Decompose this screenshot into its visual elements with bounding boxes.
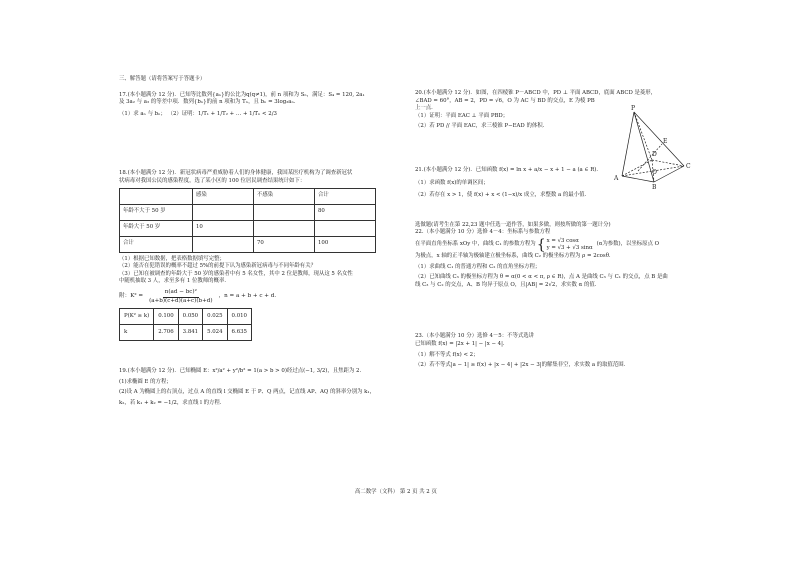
q18-line: （3）已知在被调查的年龄大于 50 岁的感染者中有 5 名女性，其中 2 位是教师，现从这 5 名女性: [119, 270, 353, 277]
table-row: [120, 309, 252, 325]
q20-line: ∠BAD = 60°，AB = 2，PD = √6，O 为 AC 与 BD 的交点，E 为棱 PB: [415, 97, 595, 104]
parametric-system: [547, 238, 593, 252]
q22-line: （1）求曲线 C₁ 的普通方程和 C₂ 的直角坐标方程；: [415, 263, 541, 270]
q20-line: （1）证明：平面 EAC ⊥ 平面 PBD；: [415, 112, 509, 119]
q20-line: （2）若 PD // 平面 EAC，求三棱锥 P−EAD 的体积．: [415, 123, 549, 130]
formula-denominator: (a+b)(c+d)(a+c)(b+d): [149, 297, 213, 304]
label-C: C: [686, 163, 691, 170]
formula-prefix: 附：K² =: [119, 293, 144, 300]
table-row: [120, 236, 376, 252]
q21-line: （1）求函数 f(x)的单调区间；: [415, 179, 489, 186]
q17-line: 及 3a₂ 与 a₃ 的等差中项．数列{bₙ}的前 n 项和为 Tₙ，且 bₙ = 3log₃aₙ．: [119, 99, 300, 106]
question-18: [119, 170, 397, 341]
table-cell: 70: [254, 236, 315, 252]
table-cell: 5.024: [203, 325, 227, 341]
table-cell: 0.050: [178, 309, 202, 325]
q22-line: （2）已知曲线 C₃ 的极坐标方程为 θ = α(0 < α < π, ρ ∈ R)，点 A 是曲线 C₃ 与 C₁ 的交点，点 B 是曲: [415, 274, 668, 281]
table-row: [120, 188, 376, 204]
q18-line: （2）能否在犯错误的概率不超过 5%的前提下认为感染新冠病毒与不同年龄有关？: [119, 263, 316, 270]
q19-line: k₂，若 k₁ + k₂ = −1/2，求直线 l 的方程．: [119, 399, 226, 406]
formula-numerator: n(ad − bc)²: [163, 289, 199, 298]
table-cell: 80: [315, 204, 376, 220]
table-cell: 合计: [120, 236, 193, 252]
table-cell: 年龄不大于 50 岁: [120, 204, 193, 220]
param-y: y = √3 + √3 sinα: [546, 244, 593, 251]
critical-value-table: [119, 308, 252, 341]
q18-line: 状病毒对我国公民的感染程度，选了某小区的 100 位居民调查结果统计如下：: [119, 177, 306, 184]
table-cell: [193, 204, 254, 220]
param-x: x = √3 cosα: [546, 237, 579, 244]
table-cell: 10: [193, 220, 254, 236]
table-cell: 2.706: [154, 325, 178, 341]
table-cell: 0.010: [227, 309, 251, 325]
left-brace: {: [536, 236, 546, 253]
chi-square-formula: [119, 289, 397, 305]
table-cell: 3.841: [178, 325, 202, 341]
q21-line: （2）若存在 x > 1，使 f(x) + x < (1−x)/x 成立，求整数 a 的最小值．: [415, 192, 590, 199]
q22-line: 22.（本小题满分 10 分）选修 4－4：坐标系与参数方程: [415, 229, 551, 236]
q22-line: 在平面直角坐标系 xOy 中，曲线 C₁ 的参数方程为: [415, 241, 536, 248]
table-cell: [315, 220, 376, 236]
q17-line: 17.(本小题满分 12 分)．已知等比数列{aₙ}的公比为q(q≠1)，前 n 项和为 Sₙ，满足：S₄ = 120, 2a₁: [119, 91, 365, 98]
table-cell: [254, 220, 315, 236]
table-cell: 不感染: [254, 188, 315, 204]
q21-line: 21.(本小题满分 12 分)．已知函数 f(x) = ln x + a/x − x + 1 − a (a ∈ R)．: [415, 166, 602, 173]
question-17: [119, 92, 397, 119]
table-cell: P(K² ≥ k): [120, 309, 154, 325]
label-A: A: [614, 175, 619, 182]
question-19: [119, 368, 397, 407]
section-heading: 三、解答题（请将答案写于答题卡）: [119, 76, 206, 82]
table-cell: k: [120, 325, 154, 341]
label-O: O: [652, 169, 657, 176]
q17-line: （1）求 aₙ 与 bₙ； （2）证明：1/T₁ + 1/T₂ + … + 1/Tₙ < 2/3: [119, 110, 277, 117]
table-row: [120, 325, 252, 341]
table-cell: 0.025: [203, 309, 227, 325]
parametric-equation: [415, 238, 685, 252]
q19-line: (2)设 A 为椭圆上的右顶点，过点 A 的直线 l 交椭圆 E 于 P、Q 两点，记直线 AP、AQ 的斜率分别为 k₁，: [119, 389, 375, 396]
formula-suffix: ，n = a + b + c + d．: [218, 293, 280, 300]
q19-line: (1)求椭圆 E 的方程；: [119, 378, 172, 385]
left-column: [119, 76, 397, 408]
formula-fraction: [147, 289, 214, 305]
elective-note: 选做题(请考生在第 22,23 题中任选一道作答，如果多做，则按所做的第一题计分): [415, 221, 611, 228]
table-cell: [254, 204, 315, 220]
table-row: [120, 204, 376, 220]
q22-line: 为极点，x 轴的正半轴为极轴建立极坐标系，曲线 C₂ 的极坐标方程为 ρ = 2cosθ．: [415, 252, 615, 259]
table-cell: 6.635: [227, 325, 251, 341]
table-row: [120, 220, 376, 236]
label-B: B: [652, 184, 657, 191]
table-cell: 年龄大于 50 岁: [120, 220, 193, 236]
table-cell: [193, 236, 254, 252]
q23-line: 已知函数 f(x) = |2x + 1| − |x − 4|．: [415, 340, 509, 347]
q22-line: 线 C₃ 与 C₂ 的交点，A、B 均异于原点 O，且|AB| = 2√2，求实数 α 的值．: [415, 281, 601, 288]
table-cell: [120, 188, 193, 204]
question-22: [415, 229, 685, 289]
label-P: P: [631, 105, 636, 112]
q23-line: 23.（本小题满分 10 分）选修 4－5：不等式选讲: [415, 333, 535, 340]
table-cell: 100: [315, 236, 376, 252]
page-footer: 高二数学（文科） 第 2 页 共 2 页: [355, 489, 437, 495]
q20-line: 上一点．: [415, 105, 437, 112]
q23-line: （1）解不等式 f(x) < 2；: [415, 351, 479, 358]
q18-line: 中随机抽取 3 人，求至多有 1 位教师的概率．: [119, 278, 230, 285]
q23-line: （2）若不等式|a − 1| ≥ f(x) + |x − 4| + |2x − 3|的解集非空，求实数 a 的取值范围．: [415, 362, 630, 369]
q18-line: （1）根据已知数据，把表格数据填写完整；: [119, 255, 225, 262]
label-D: D: [652, 151, 657, 158]
q20-line: 20.(本小题满分 12 分)．如图，在四棱锥 P－ABCD 中，PD ⊥ 平面 ABCD，底面 ABCD 是菱形，: [415, 90, 657, 96]
table-cell: 感染: [193, 188, 254, 204]
table-cell: 0.100: [154, 309, 178, 325]
q18-line: 18.(本小题满分 12 分)．新冠状病毒严重威胁着人们的身体健康，我国某医疗机构为了调查新冠状: [119, 170, 353, 177]
q22-line: (α为参数)，以坐标原点 O: [596, 241, 660, 248]
question-23: [415, 333, 685, 369]
pyramid-figure: [612, 104, 692, 190]
q19-line: 19.(本小题满分 12 分)．已知椭圆 E：x²/a² + y²/b² = 1(a > b > 0)经过点(−1, 3/2)，且焦距为 2．: [119, 368, 365, 375]
table-cell: 合计: [315, 188, 376, 204]
label-E: E: [663, 138, 668, 145]
contingency-table: [119, 188, 376, 253]
